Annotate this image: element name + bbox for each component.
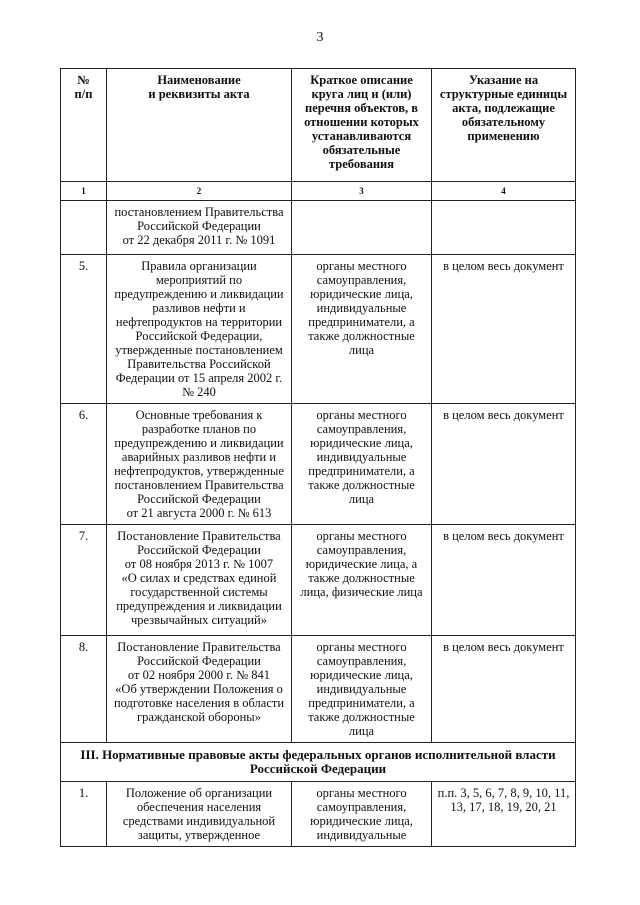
- header-act-name: Наименование и реквизиты акта: [107, 69, 292, 182]
- table-row: [61, 201, 576, 255]
- act-name: Положение об организации обеспечения населения средствами индивидуальной защиты, утвержденное: [107, 782, 292, 847]
- act-name: постановлением Правительства Российской Федерации от 22 декабря 2011 г. № 1091: [107, 201, 292, 255]
- column-numbers-row: [61, 182, 576, 201]
- header-number: № п/п: [61, 69, 107, 182]
- row-number: 8.: [61, 636, 107, 743]
- column-number: 3: [292, 182, 432, 201]
- header-structural-units: Указание на структурные единицы акта, подлежащие обязательному применению: [432, 69, 576, 182]
- act-name: Правила организации мероприятий по предупреждению и ликвидации разливов нефти и нефтепродуктов на территории Российской Федерации, утвержденные постановлением Правительства Российской Федерации от 15 апреля 2002 г. № 240: [107, 255, 292, 404]
- row-number: 5.: [61, 255, 107, 404]
- page-number: 3: [316, 30, 324, 45]
- structural-units: в целом весь документ: [432, 636, 576, 743]
- section-heading-row: [61, 743, 576, 782]
- table-row: [61, 404, 576, 525]
- act-name: Постановление Правительства Российской Федерации от 02 ноября 2000 г. № 841 «Об утверждении Положения о подготовке населения в области гражданской обороны»: [107, 636, 292, 743]
- table-row: [61, 525, 576, 636]
- persons-description: органы местного самоуправления, юридические лица, индивидуальные предприниматели, а также должностные лица: [292, 255, 432, 404]
- act-name: Основные требования к разработке планов по предупреждению и ликвидации аварийных разливов нефти и нефтепродуктов, утвержденные постановлением Правительства Российской Федерации от 21 августа 2000 г. № 613: [107, 404, 292, 525]
- row-number: 1.: [61, 782, 107, 847]
- table-header-row: [61, 69, 576, 182]
- persons-description: органы местного самоуправления, юридические лица, индивидуальные: [292, 782, 432, 847]
- section-title: III. Нормативные правовые акты федеральных органов исполнительной власти Российской Федерации: [61, 743, 576, 782]
- mandatory-acts-table: [60, 68, 576, 847]
- column-number: 1: [61, 182, 107, 201]
- structural-units: п.п. 3, 5, 6, 7, 8, 9, 10, 11, 13, 17, 18, 19, 20, 21: [432, 782, 576, 847]
- table-row: [61, 636, 576, 743]
- row-number: 6.: [61, 404, 107, 525]
- act-name: Постановление Правительства Российской Федерации от 08 ноября 2013 г. № 1007 «О силах и средствах единой государственной системы предупреждения и ликвидации чрезвычайных ситуаций»: [107, 525, 292, 636]
- row-number: [61, 201, 107, 255]
- header-persons-description: Краткое описание круга лиц и (или) перечня объектов, в отношении которых устанавливаются обязательные требования: [292, 69, 432, 182]
- row-number: 7.: [61, 525, 107, 636]
- structural-units: в целом весь документ: [432, 255, 576, 404]
- structural-units: в целом весь документ: [432, 525, 576, 636]
- table-row: [61, 255, 576, 404]
- persons-description: органы местного самоуправления, юридические лица, индивидуальные предприниматели, а также должностные лица: [292, 636, 432, 743]
- column-number: 2: [107, 182, 292, 201]
- persons-description: органы местного самоуправления, юридические лица, а также должностные лица, физические лица: [292, 525, 432, 636]
- structural-units: [432, 201, 576, 255]
- table-row: [61, 782, 576, 847]
- column-number: 4: [432, 182, 576, 201]
- persons-description: органы местного самоуправления, юридические лица, индивидуальные предприниматели, а также должностные лица: [292, 404, 432, 525]
- persons-description: [292, 201, 432, 255]
- structural-units: в целом весь документ: [432, 404, 576, 525]
